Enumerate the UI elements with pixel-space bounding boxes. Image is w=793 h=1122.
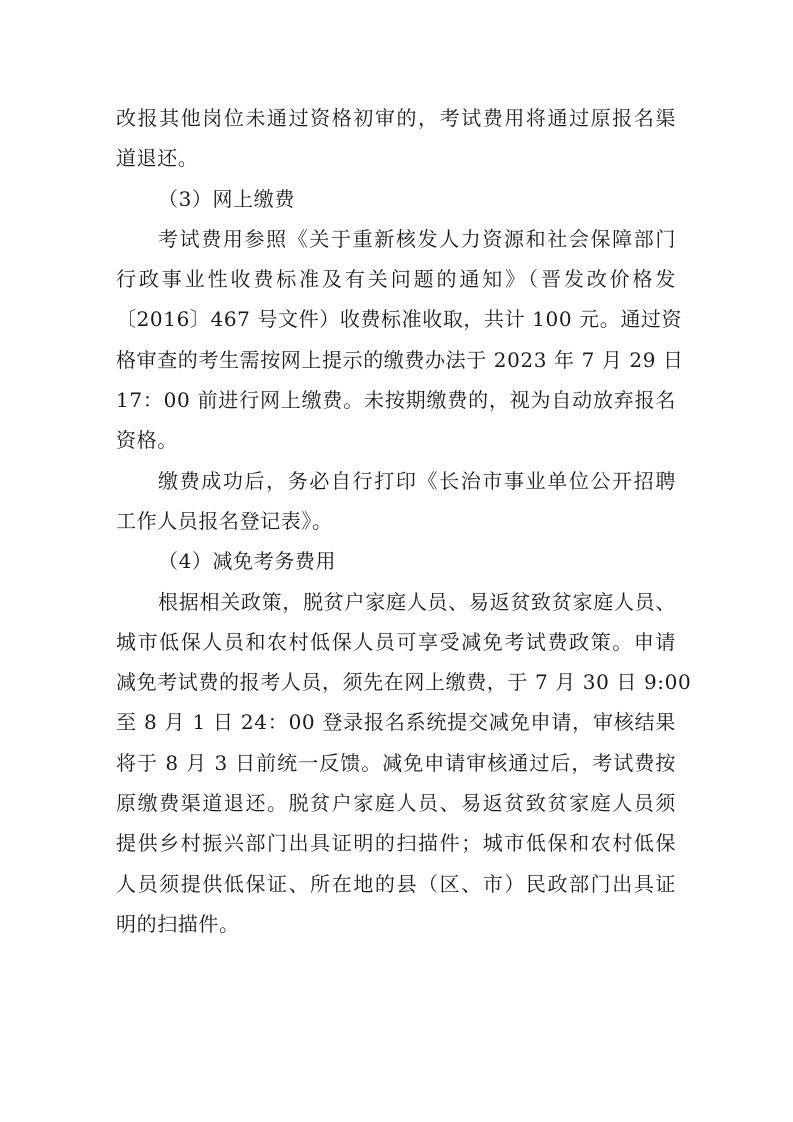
paragraph-line: 减免考试费的报考人员，须先在网上缴费，于 7 月 30 日 9:00 <box>116 670 692 695</box>
paragraph-line: 改报其他岗位未通过资格初审的，考试费用将通过原报名渠 <box>116 106 676 130</box>
paragraph-line: 人员须提供低保证、所在地的县（区、市）民政部门出具证 <box>116 871 676 896</box>
section-heading: （4）减免考务费用 <box>158 549 337 574</box>
paragraph-line: 行政事业性收费标准及有关问题的通知》（晋发改价格发 <box>116 267 676 292</box>
paragraph-line: 道退还。 <box>116 146 199 171</box>
paragraph-line: 将于 8 月 3 日前统一反馈。减免申请审核通过后，考试费按 <box>116 750 676 775</box>
paragraph-line: 提供乡村振兴部门出具证明的扫描件；城市低保和农村低保 <box>116 831 676 856</box>
paragraph-line: 格审查的考生需按网上提示的缴费办法于 2023 年 7 月 29 日 <box>116 347 684 372</box>
paragraph-line: 明的扫描件。 <box>116 911 240 936</box>
paragraph-line: 原缴费渠道退还。脱贫户家庭人员、易返贫致贫家庭人员须 <box>116 791 676 816</box>
paragraph-line: 根据相关政策，脱贫户家庭人员、易返贫致贫家庭人员、 <box>158 589 676 614</box>
paragraph-line: 考试费用参照《关于重新核发人力资源和社会保障部门 <box>158 226 676 251</box>
paragraph-line: 至 8 月 1 日 24：00 登录报名系统提交减免申请，审核结果 <box>116 710 676 735</box>
paragraph-line: 工作人员报名登记表》。 <box>116 508 333 533</box>
paragraph-line: 资格。 <box>116 428 178 453</box>
paragraph-line: 17：00 前进行网上缴费。未按期缴费的，视为自动放弃报名 <box>116 388 676 413</box>
paragraph-line: 城市低保人员和农村低保人员可享受减免考试费政策。申请 <box>116 629 676 654</box>
paragraph-line: 缴费成功后，务必自行打印《长治市事业单位公开招聘 <box>158 468 676 493</box>
section-heading: （3）网上缴费 <box>158 186 295 211</box>
paragraph-line: 〔2016〕467 号文件）收费标准收取，共计 100 元。通过资 <box>116 307 683 332</box>
document-body <box>116 98 692 944</box>
